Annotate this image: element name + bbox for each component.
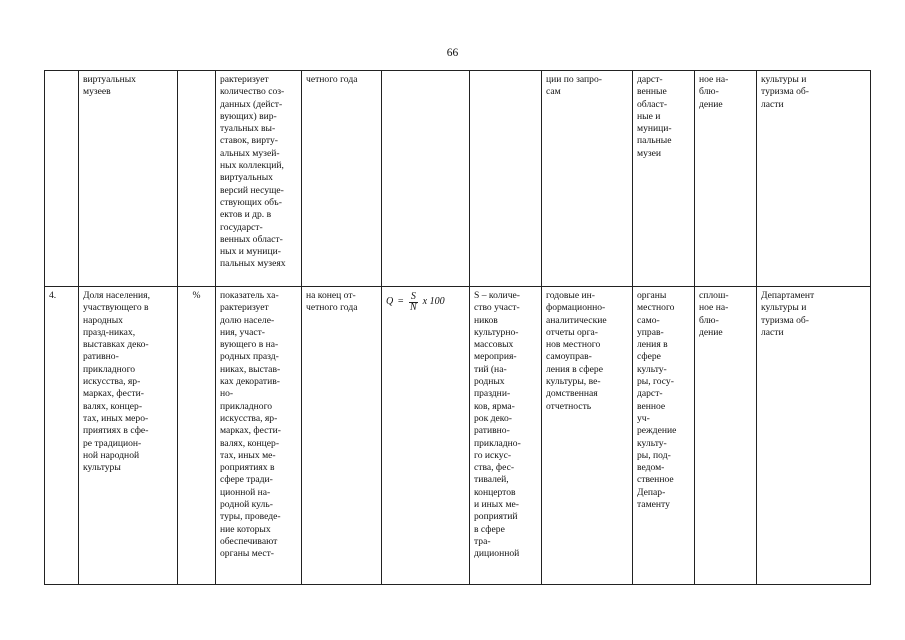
row-number-cell: 4.: [45, 287, 79, 585]
formula-equals: =: [397, 296, 404, 308]
table-row: [45, 71, 871, 287]
responsible-cell: дарст- венные област- ные и муници- пальные музеи: [633, 71, 695, 287]
department-cell: Департамент культуры и туризма об- ласти: [757, 287, 871, 585]
period-cell: четного года: [302, 71, 382, 287]
responsible-cell: органы местного само- управ- ления в сфере культу- ры, госу- дарст- венное уч- реждение культу- ры, под- ведом- ственное Депар- таменту: [633, 287, 695, 585]
indicator-name-cell: виртуальных музеев: [79, 71, 178, 287]
formula-fraction: [408, 292, 419, 313]
variables-cell: [470, 71, 542, 287]
formula-numerator: S: [410, 291, 416, 302]
formula-cell: [382, 71, 470, 287]
indicator-table: [44, 70, 871, 585]
page-number: 66: [446, 47, 459, 59]
data-source-cell: ции по запро- сам: [542, 71, 633, 287]
data-source-cell: годовые ин- формационно- аналитические отчеты орга- нов местного самоуправ- ления в сфере культуры, ве- домственная отчетность: [542, 287, 633, 585]
row-number-cell: [45, 71, 79, 287]
period-cell: на конец от- четного года: [302, 287, 382, 585]
formula-lhs: Q: [386, 296, 394, 308]
method-cell: ное на- блю- дение: [695, 71, 757, 287]
definition-cell: рактеризует количество соз- данных (дейст- вующих) вир- туальных вы- ставок, вирту- альных музей- ных коллекций, виртуальных версий несуще- ствующих объ- ектов и др. в государст- венных област- ных и муници- пальных музеях: [216, 71, 302, 287]
formula-cell: [382, 287, 470, 585]
formula-denominator: N: [409, 302, 417, 313]
formula-multiplier: x 100: [422, 296, 445, 308]
unit-cell: %: [178, 287, 216, 585]
variables-cell: S – количе- ство участ- ников культурно- массовых мероприя- тий (на- родных праздни- ков, ярма- рок деко- ративно- прикладно- го искус- ства, фес- тивалей, концертов и иных ме- роприятий в сфере тра- диционной: [470, 287, 542, 585]
department-cell: культуры и туризма об- ласти: [757, 71, 871, 287]
unit-cell: [178, 71, 216, 287]
indicator-name-cell: Доля населения, участвующего в народных празд-никах, выставках деко- ративно- прикладного искусства, яр- марках, фести- валях, концер- тах, иных меро- приятиях в сфе- ре традицион- ной народной культуры: [79, 287, 178, 585]
formula: [386, 292, 465, 313]
table-row: [45, 287, 871, 585]
definition-cell: показатель ха- рактеризует долю населе- ния, участ- вующего в на- родных празд- никах, выстав- ках декоратив- но- прикладного искусства, яр- марках, фести- валях, концер- тах, иных ме- роприятиях в сфере тради- ционной на- родной куль- туры, проведе- ние которых обеспечивают органы мест-: [216, 287, 302, 585]
method-cell: сплош- ное на- блю- дение: [695, 287, 757, 585]
